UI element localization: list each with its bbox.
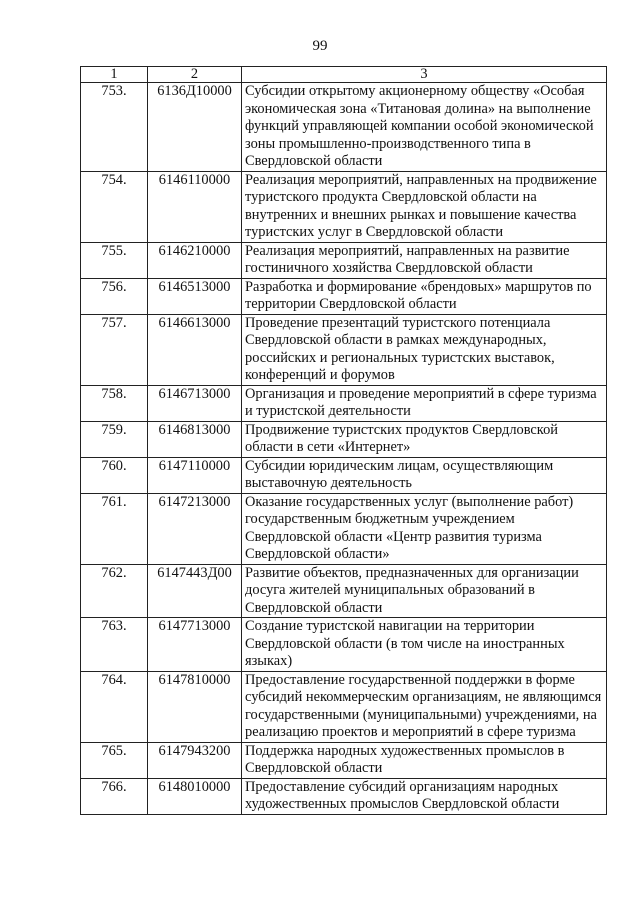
table-row xyxy=(81,421,607,457)
row-description: Предоставление государственной поддержки в форме субсидий некоммерческим организациям, не являющимся государственными (муниципальными) учреждениями, на реализацию проектов и мероприятий в сфере туризма xyxy=(242,671,607,742)
budget-classification-table xyxy=(80,66,607,815)
table-row xyxy=(81,564,607,618)
table-row xyxy=(81,457,607,493)
row-description: Субсидии юридическим лицам, осуществляющим выставочную деятельность xyxy=(242,457,607,493)
row-code: 6147213000 xyxy=(148,493,242,564)
row-code: 6147713000 xyxy=(148,618,242,672)
row-code: 6146813000 xyxy=(148,421,242,457)
row-description: Развитие объектов, предназначенных для организации досуга жителей муниципальных образований в Свердловской области xyxy=(242,564,607,618)
row-number: 755. xyxy=(81,242,148,278)
table-row xyxy=(81,171,607,242)
row-number: 766. xyxy=(81,778,148,814)
table-row xyxy=(81,778,607,814)
table-row xyxy=(81,278,607,314)
row-number: 763. xyxy=(81,618,148,672)
row-number: 754. xyxy=(81,171,148,242)
row-code: 6146713000 xyxy=(148,385,242,421)
row-code: 6147443Д00 xyxy=(148,564,242,618)
table-row xyxy=(81,314,607,385)
row-code: 6146613000 xyxy=(148,314,242,385)
row-number: 756. xyxy=(81,278,148,314)
row-code: 6136Д10000 xyxy=(148,83,242,172)
row-description: Оказание государственных услуг (выполнение работ) государственным бюджетным учреждением Свердловской области «Центр развития туризма Свердловской области» xyxy=(242,493,607,564)
table-row xyxy=(81,385,607,421)
column-header-code: 2 xyxy=(148,67,242,83)
row-number: 764. xyxy=(81,671,148,742)
row-description: Субсидии открытому акционерному обществу «Особая экономическая зона «Титановая долина» на выполнение функций управляющей компании особой экономической зоны промышленно-производственного типа в Свердловской области xyxy=(242,83,607,172)
row-number: 757. xyxy=(81,314,148,385)
table-row xyxy=(81,618,607,672)
table-row xyxy=(81,671,607,742)
table-row xyxy=(81,83,607,172)
row-description: Продвижение туристских продуктов Свердловской области в сети «Интернет» xyxy=(242,421,607,457)
table-row xyxy=(81,242,607,278)
row-description: Поддержка народных художественных промыслов в Свердловской области xyxy=(242,742,607,778)
row-code: 6147943200 xyxy=(148,742,242,778)
row-code: 6146110000 xyxy=(148,171,242,242)
row-number: 759. xyxy=(81,421,148,457)
row-code: 6148010000 xyxy=(148,778,242,814)
row-code: 6146210000 xyxy=(148,242,242,278)
row-number: 765. xyxy=(81,742,148,778)
row-number: 760. xyxy=(81,457,148,493)
table-row xyxy=(81,742,607,778)
table-header-row xyxy=(81,67,607,83)
row-description: Организация и проведение мероприятий в сфере туризма и туристской деятельности xyxy=(242,385,607,421)
row-number: 758. xyxy=(81,385,148,421)
row-description: Проведение презентаций туристского потенциала Свердловской области в рамках международных, российских и региональных туристских выставок, конференций и форумов xyxy=(242,314,607,385)
column-header-description: 3 xyxy=(242,67,607,83)
table-row xyxy=(81,493,607,564)
row-description: Предоставление субсидий организациям народных художественных промыслов Свердловской области xyxy=(242,778,607,814)
row-description: Разработка и формирование «брендовых» маршрутов по территории Свердловской области xyxy=(242,278,607,314)
row-number: 753. xyxy=(81,83,148,172)
row-description: Реализация мероприятий, направленных на продвижение туристского продукта Свердловской области на внутренних и внешних рынках и повышение качества туристских услуг в Свердловской области xyxy=(242,171,607,242)
row-description: Создание туристской навигации на территории Свердловской области (в том числе на иностранных языках) xyxy=(242,618,607,672)
row-number: 761. xyxy=(81,493,148,564)
row-code: 6147810000 xyxy=(148,671,242,742)
row-description: Реализация мероприятий, направленных на развитие гостиничного хозяйства Свердловской области xyxy=(242,242,607,278)
column-header-number: 1 xyxy=(81,67,148,83)
row-code: 6147110000 xyxy=(148,457,242,493)
row-code: 6146513000 xyxy=(148,278,242,314)
page-number: 99 xyxy=(312,38,328,54)
row-number: 762. xyxy=(81,564,148,618)
